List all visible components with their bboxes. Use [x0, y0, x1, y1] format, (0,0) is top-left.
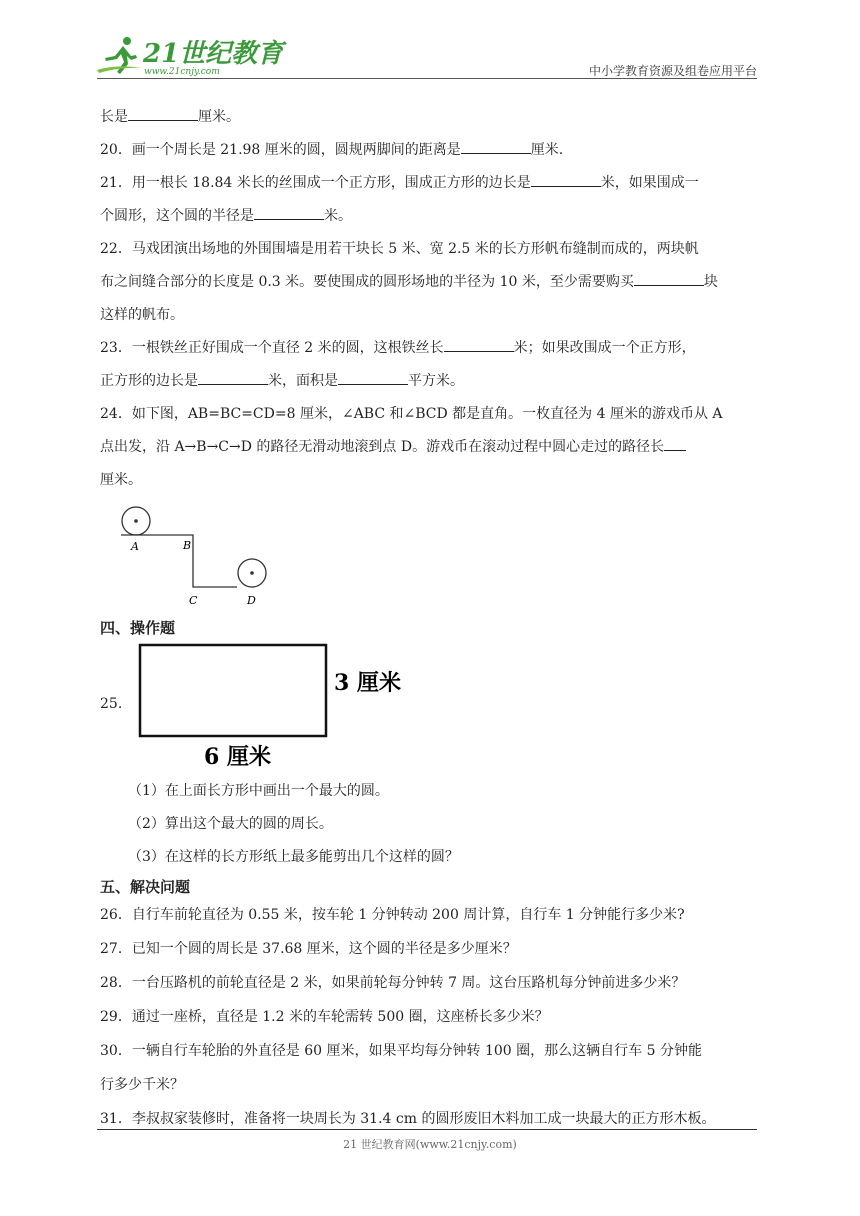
question-31: 31．李叔叔家装修时，准备将一块周长为 31.4 cm 的圆形废旧木料加工成一块最大的正方形木板。: [100, 1111, 716, 1127]
section-heading-5: 五、解决问题: [100, 878, 191, 896]
answer-blank[interactable]: [444, 333, 514, 352]
sub-question: （3）在这样的长方形纸上最多能剪出几个这样的圆？: [128, 849, 459, 865]
answer-blank[interactable]: [634, 267, 704, 286]
text: 米。: [324, 208, 352, 224]
question-30-cont: 行多少千米？: [100, 1077, 184, 1093]
logo-text: 21世纪教育: [143, 39, 284, 69]
question-21-cont: [100, 200, 760, 233]
label-d: D: [247, 594, 256, 607]
height-label: 3 厘米: [334, 670, 401, 696]
rectangle-figure: [130, 640, 420, 772]
text: 平方米。: [408, 373, 464, 389]
footer-divider: [97, 1129, 757, 1130]
document-body: [100, 101, 760, 615]
answer-blank[interactable]: [531, 168, 601, 187]
logo-url: www.21cnjy.com: [144, 67, 220, 77]
question-24: [100, 398, 760, 431]
question-26: 26．自行车前轮直径为 0.55 米，按车轮 1 分钟转动 200 周计算，自行车 1 分钟能行多少米?: [100, 907, 685, 923]
text: 24．如下图，AB=BC=CD=8 厘米，∠ABC 和∠BCD 都是直角。一枚直径为 4 厘米的游戏币从 A: [100, 406, 723, 422]
footer-text: 21 世纪教育网(www.21cnjy.com): [343, 1138, 517, 1151]
coin-end-center: [250, 571, 254, 575]
text: 布之间缝合部分的长度是 0.3 米。要使围成的圆形场地的半径为 10 米，至少需要购买: [100, 274, 634, 290]
question-20: [100, 134, 760, 167]
label-c: C: [189, 594, 198, 607]
question-29: 29．通过一座桥，直径是 1.2 米的车轮需转 500 圈，这座桥长多少米？: [100, 1009, 549, 1025]
text: 23．一根铁丝正好围成一个直径 2 米的圆，这根铁丝长: [100, 340, 444, 356]
question-27: 27．已知一个圆的周长是 37.68 厘米，这个圆的半径是多少厘米？: [100, 941, 517, 957]
text: 个圆形，这个圆的半径是: [100, 208, 254, 224]
runner-icon: [97, 37, 141, 74]
text: 这样的帆布。: [100, 307, 184, 323]
question-22: [100, 233, 760, 266]
label-a: A: [131, 540, 139, 553]
text: 米；如果改围成一个正方形，: [513, 340, 696, 356]
question-25-subs: [100, 775, 459, 874]
text: 米，如果围成一: [600, 175, 699, 191]
text: 厘米。: [100, 472, 142, 488]
problems-list: [100, 898, 715, 1136]
text: 正方形的边长是: [100, 373, 198, 389]
question-22-cont: [100, 266, 760, 299]
answer-blank[interactable]: [461, 135, 531, 154]
label-b: B: [183, 539, 192, 552]
rolling-coin-figure: [115, 505, 315, 615]
sub-question: （2）算出这个最大的圆的周长。: [128, 816, 333, 832]
width-label: 6 厘米: [204, 744, 271, 770]
question-line: [100, 101, 760, 134]
header-divider: [97, 78, 757, 79]
answer-blank[interactable]: [198, 366, 268, 385]
answer-blank[interactable]: [254, 201, 324, 220]
page-header: [97, 34, 757, 80]
question-24-cont: [100, 431, 760, 464]
text: 21．用一根长 18.84 米长的丝围成一个正方形，围成正方形的边长是: [100, 175, 531, 191]
answer-blank[interactable]: [664, 432, 686, 451]
text: 长是: [100, 109, 128, 125]
answer-blank[interactable]: [128, 102, 198, 121]
text: 厘米。: [198, 109, 240, 125]
question-25-number: 25.: [100, 696, 123, 712]
question-23: [100, 332, 760, 365]
sub-question: （1）在上面长方形中画出一个最大的圆。: [128, 783, 389, 799]
question-23-cont: [100, 365, 760, 398]
coin-start-center: [134, 519, 138, 523]
text: 米，面积是: [268, 373, 338, 389]
section-heading-4: 四、操作题: [100, 619, 176, 637]
text: 22．马戏团演出场地的外围围墙是用若干块长 5 米、宽 2.5 米的长方形帆布缝制而成的，两块帆: [100, 241, 699, 257]
question-21: [100, 167, 760, 200]
question-22-cont: [100, 299, 760, 332]
answer-blank[interactable]: [338, 366, 408, 385]
text: 点出发，沿 A→B→C→D 的路径无滑动地滚到点 D。游戏币在滚动过程中圆心走过的路径长: [100, 439, 665, 455]
rectangle: [140, 645, 326, 736]
question-30: 30．一辆自行车轮胎的外直径是 60 厘米，如果平均每分钟转 100 圈，那么这辆自行车 5 分钟能: [100, 1043, 702, 1059]
logo: [97, 34, 284, 78]
text: 厘米.: [530, 142, 564, 158]
question-28: 28．一台压路机的前轮直径是 2 米，如果前轮每分钟转 7 周。这台压路机每分钟前进多少米？: [100, 975, 686, 991]
question-24-cont: [100, 464, 760, 497]
text: 块: [703, 274, 718, 290]
text: 20．画一个周长是 21.98 厘米的圆，圆规两脚间的距离是: [100, 142, 461, 158]
platform-name: 中小学教育资源及组卷应用平台: [588, 64, 757, 78]
